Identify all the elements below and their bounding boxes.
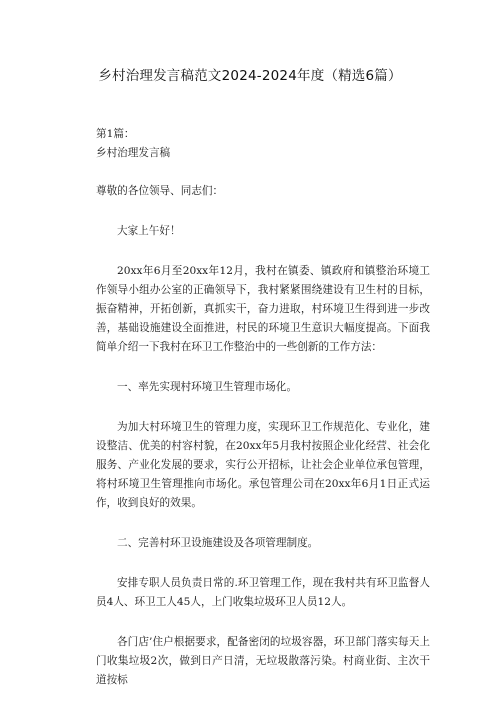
spacer: [96, 513, 430, 534]
paragraph-body-two: 安排专职人员负责日常的.环卫管理工作，现在我村共有环卫监督人员4人、环卫工人45人，上门收集垃圾环卫人员12人。: [96, 577, 430, 608]
spacer: [96, 241, 430, 262]
section-title: 乡村治理发言稿: [96, 147, 171, 159]
document-title: 乡村治理发言稿范文2024-2024年度（精选6篇）: [98, 68, 402, 84]
paragraph-intro: 20xx年6月至20xx年12月，我村在镇委、镇政府和镇整治环境工作领导小组办公室的正确领导下，我村紧紧围绕建设有卫生村的目标，振奋精神，开拓创新，真抓实干，奋力进取，村环境卫生得到进一步改善，基础设施建设全面推进，村民的环境卫生意识大幅度提高。下面我简单介绍一下我村在环卫工作整治中的一些创新的工作方法：: [96, 265, 430, 353]
heading-one: 一、率先实现村环境卫生管理市场化。: [117, 381, 298, 393]
spacer: [96, 553, 430, 574]
spacer: [96, 201, 430, 222]
paragraph-body-one: 为加大村环境卫生的管理力度，实现环卫工作规范化、专业化，建设整洁、优美的村容村貌，在20xx年5月我村按照企业化经营、社会化服务、产业化发展的要求，实行公开招标，让社会企业单位承包管理，将村环境卫生管理推向市场化。承包管理公司在20xx年6月1日正式运作，收到良好的效果。: [96, 421, 430, 509]
section-label: 第1篇：: [96, 128, 135, 140]
spacer: [96, 612, 430, 633]
paragraph-body-three: 各门店’住户根据要求，配备密闭的垃圾容器，环卫部门落实每天上门收集垃圾2次，做到日产日清，无垃圾散落污染。村商业街、主次干道按标: [96, 636, 430, 686]
spacer: [96, 163, 430, 182]
heading-two: 二、完善村环卫设施建设及各项管理制度。: [117, 537, 319, 549]
greeting: 大家上午好！: [117, 225, 181, 237]
salutation: 尊敬的各位领导、同志们：: [96, 185, 224, 197]
spacer: [96, 357, 430, 378]
document-body: [96, 125, 430, 690]
spacer: [96, 397, 430, 418]
